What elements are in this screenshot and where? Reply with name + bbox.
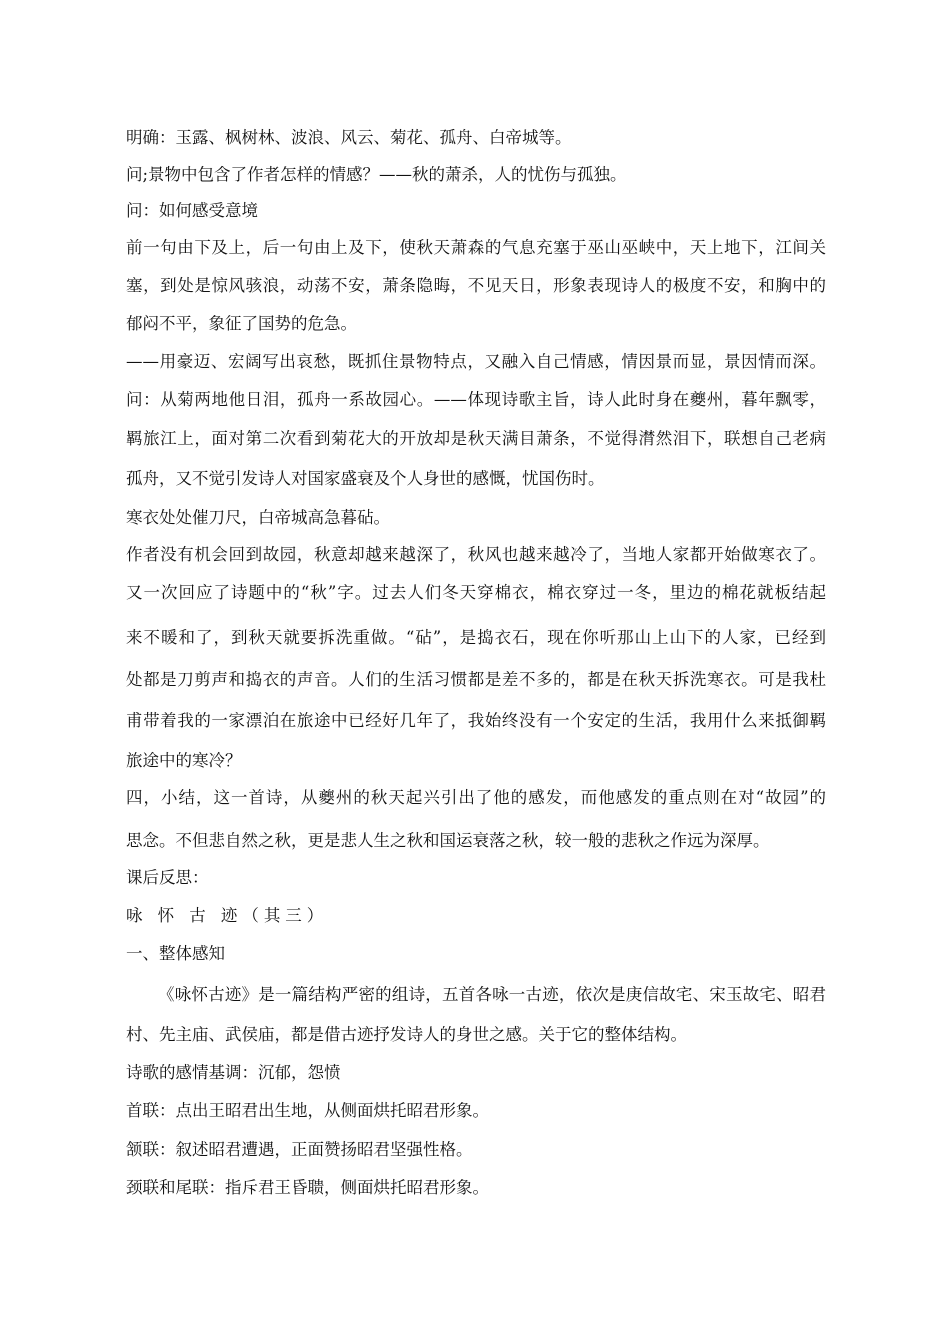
text-line: 处都是刀剪声和捣衣的声音。人们的生活习惯都是差不多的，都是在秋天拆洗寒衣。可是我杜 — [126, 670, 826, 689]
text-line: 前一句由下及上，后一句由上及下，使秋天萧森的气息充塞于巫山巫峡中，天上地下，江间关 — [126, 238, 826, 257]
text-line: 又一次回应了诗题中的“秋”字。过去人们冬天穿棉衣，棉衣穿过一冬，里边的棉花就板结起 — [126, 583, 826, 602]
text-line: 旅途中的寒冷？ — [126, 751, 242, 770]
text-line: ——用豪迈、宏阔写出哀愁，既抓住景物特点，又融入自己情感，情因景而显，景因情而深。 — [126, 352, 826, 371]
text-line: 颈联和尾联：指斥君王昏聩，侧面烘托昭君形象。 — [126, 1178, 489, 1197]
text-line: 首联：点出王昭君出生地，从侧面烘托昭君形象。 — [126, 1101, 489, 1120]
text-line: 思念。不但悲自然之秋，更是悲人生之秋和国运衰落之秋，较一般的悲秋之作远为深厚。 — [126, 831, 770, 850]
text-line: 明确：玉露、枫树林、波浪、风云、菊花、孤舟、白帝城等。 — [126, 128, 572, 147]
text-line: 四，小结，这一首诗，从夔州的秋天起兴引出了他的感发，而他感发的重点则在对“故园”的 — [126, 788, 826, 807]
section-heading: 咏 怀 古 迹（其三） — [126, 906, 329, 925]
section-subheading: 一、整体感知 — [126, 944, 225, 963]
text-line: 来不暖和了，到秋天就要拆洗重做。“砧”，是捣衣石，现在你听那山上山下的人家，已经到 — [126, 628, 826, 647]
text-line: 作者没有机会回到故园，秋意却越来越深了，秋风也越来越冷了，当地人家都开始做寒衣了。 — [126, 545, 826, 564]
text-line: 甫带着我的一家漂泊在旅途中已经好几年了，我始终没有一个安定的生活，我用什么来抵御羁 — [126, 711, 826, 730]
text-line: 颔联：叙述昭君遭遇，正面赞扬昭君坚强性格。 — [126, 1140, 473, 1159]
text-line: 村、先主庙、武侯庙，都是借古迹抒发诗人的身世之感。关于它的整体结构。 — [126, 1025, 687, 1044]
text-line: 塞，到处是惊风骇浪，动荡不安，萧条隐晦，不见天日，形象表现诗人的极度不安，和胸中的 — [126, 276, 826, 295]
text-line: 问：如何感受意境 — [126, 201, 258, 220]
text-line: 孤舟，又不觉引发诗人对国家盛衰及个人身世的感慨，忧国伤时。 — [126, 469, 605, 488]
text-line: 郁闷不平，象征了国势的危急。 — [126, 314, 357, 333]
text-line: 课后反思： — [126, 868, 209, 887]
text-line: 寒衣处处催刀尺，白帝城高急暮砧。 — [126, 508, 390, 527]
text-line: 问;景物中包含了作者怎样的情感？——秋的萧杀，人的忧伤与孤独。 — [126, 165, 627, 184]
text-line: 诗歌的感情基调：沉郁，怨愤 — [126, 1063, 341, 1082]
text-line: 问：从菊两地他日泪，孤舟一系故园心。——体现诗歌主旨，诗人此时身在夔州，暮年飘零， — [126, 390, 826, 409]
text-line: 羁旅江上，面对第二次看到菊花大的开放却是秋天满目萧条，不觉得潸然泪下，联想自己老病 — [126, 429, 826, 448]
text-line: 《咏怀古迹》是一篇结构严密的组诗，五首各咏一古迹，依次是庚信故宅、宋玉故宅、昭君 — [158, 985, 826, 1004]
